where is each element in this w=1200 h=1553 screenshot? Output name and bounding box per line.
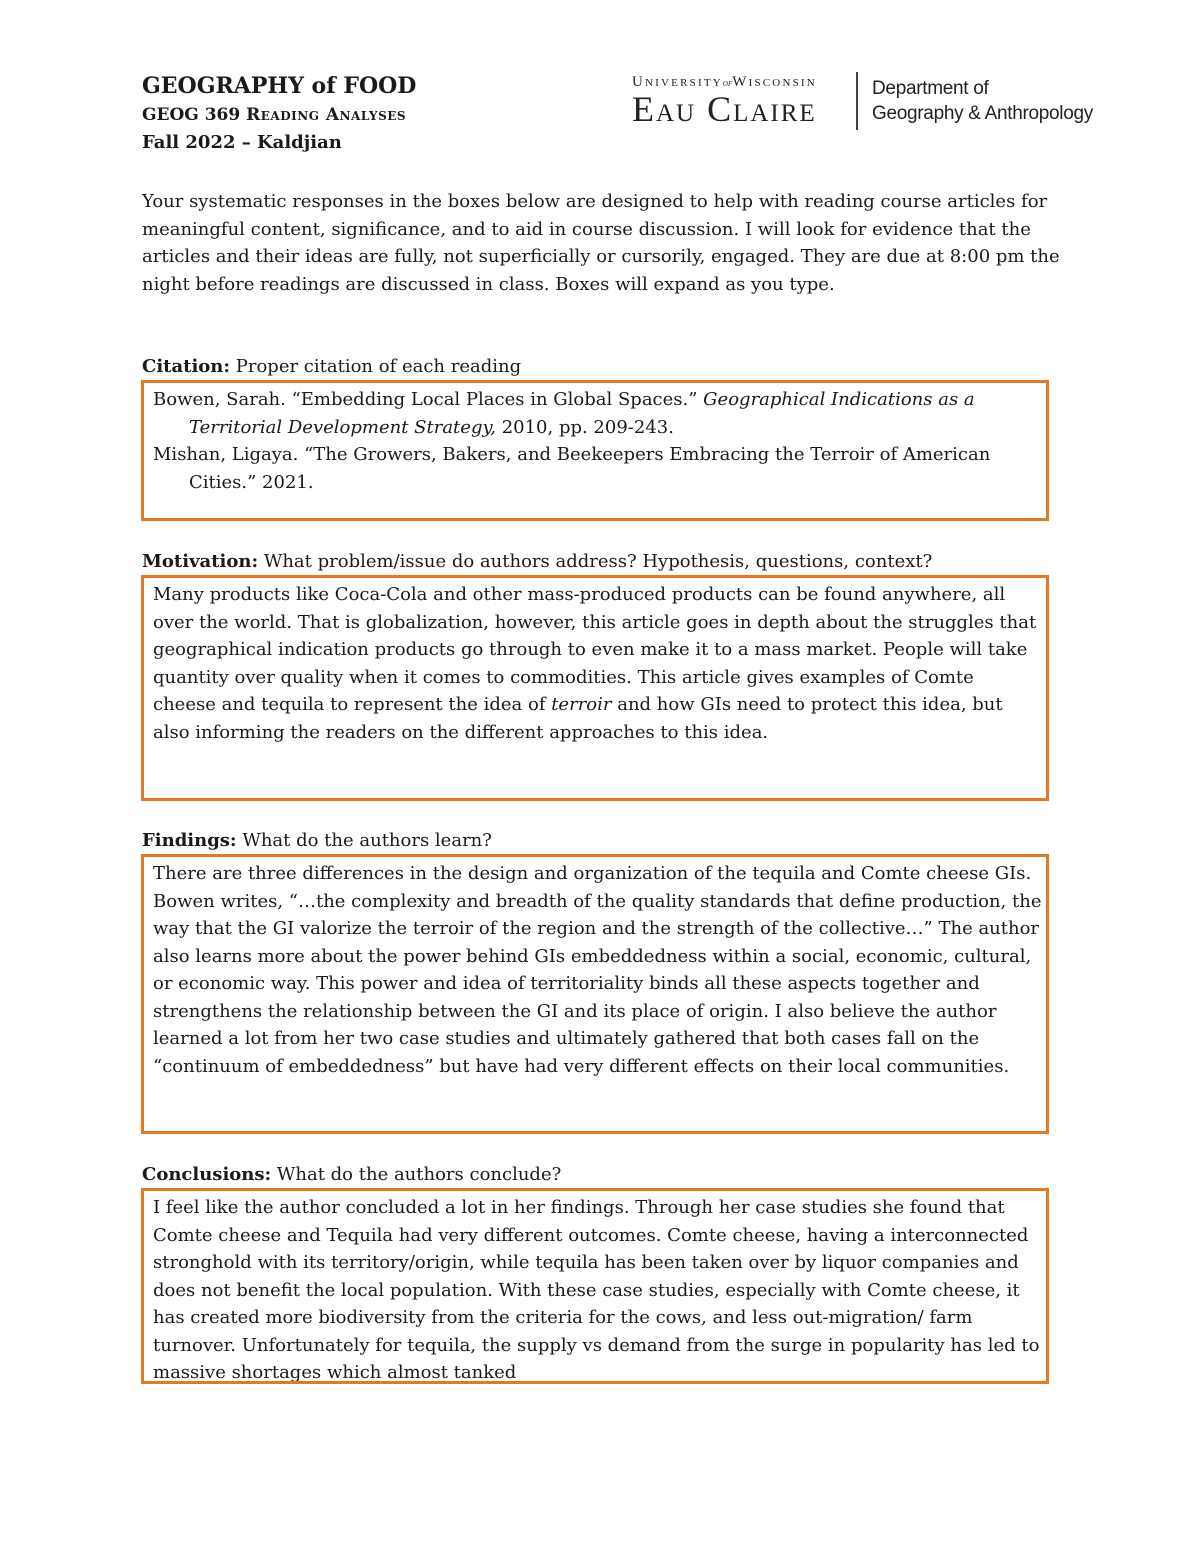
motivation-box[interactable] (141, 575, 1049, 801)
motivation-text-part-2: and how GIs need to protect this idea, but also informing the readers on the different approaches to this idea. (153, 694, 1003, 743)
conclusions-prompt: What do the authors conclude? (271, 1164, 562, 1185)
department-name (872, 76, 1093, 126)
findings-prompt: What do the authors learn? (236, 830, 492, 851)
motivation-heading (142, 549, 932, 575)
conclusions-text: I feel like the author concluded a lot in her findings. Through her case studies she found that Comte cheese and Tequila had very different outcomes. Comte cheese, having a interconnected stronghold with its territory/origin, while tequila has been taken over by liquor companies and does not benefit the local population. With these case studies, especially with Comte cheese, it has created more biodiversity from the criteria for the cows, and less out-migration/ farm turnover. Unfortunately for tequila, the supply vs demand from the surge in popularity has led to massive shortages which almost tanked (153, 1197, 1040, 1383)
citation-entry-1-title: Geographical Indications as a Territorial Development Strategy, (189, 389, 975, 438)
logo-divider (856, 72, 858, 130)
citation-entry-1-text: Bowen, Sarah. “Embedding Local Places in Global Spaces.” (153, 389, 704, 410)
course-subtitle: Reading Analyses (246, 105, 407, 125)
course-code: GEOG 369 (142, 105, 241, 125)
citation-entry-2 (153, 441, 1042, 496)
course-code-line (142, 102, 416, 128)
campus-name: Eau Claire (632, 89, 817, 129)
motivation-text-part-1: Many products like Coca-Cola and other mass-produced products can be found anywhere, all over the world. That is globalization, however, this article goes in depth about the struggles that geographical indication products go through to even make it to a mass market. People will take quantity over quality when it comes to commodities. This article gives examples of Comte cheese and tequila to represent the idea of (153, 584, 1037, 715)
document-header (142, 72, 416, 156)
term-line: Fall 2022 – Kaldjian (142, 132, 342, 153)
motivation-label: Motivation: (142, 551, 259, 572)
conclusions-label: Conclusions: (142, 1164, 272, 1185)
conclusions-heading (142, 1162, 561, 1188)
citation-prompt: Proper citation of each reading (230, 356, 522, 377)
citation-entry-2-text: Mishan, Ligaya. “The Growers, Bakers, and Beekeepers Embracing the Terroir of American Cities.” 2021. (153, 444, 991, 493)
findings-label: Findings: (142, 830, 237, 851)
findings-heading (142, 828, 492, 854)
department-line-2: Geography & Anthropology (872, 103, 1093, 124)
motivation-prompt: What problem/issue do authors address? Hypothesis, questions, context? (258, 551, 933, 572)
citation-box[interactable] (141, 380, 1049, 521)
motivation-text (153, 581, 1042, 746)
findings-box[interactable] (141, 854, 1049, 1134)
wisconsin-word: Wisconsin (732, 74, 817, 90)
university-word: University (632, 74, 723, 90)
conclusions-box[interactable] (141, 1188, 1049, 1384)
citation-heading (142, 354, 521, 380)
findings-text: There are three differences in the design and organization of the tequila and Comte cheese GIs. Bowen writes, “…the complexity and breadth of the quality standards that define production, the way that the GI valorize the terroir of the region and the strength of the collective…” The author also learns more about the power behind GIs embeddedness within a social, economic, cultural, or economic way. This power and idea of territoriality binds all these aspects together and strengthens the relationship between the GI and its place of origin. I also believe the author learned a lot from her two case studies and ultimately gathered that both cases fall on the “continuum of embeddedness” but have had very different effects on their local communities. (153, 863, 1042, 1077)
intro-paragraph: Your systematic responses in the boxes below are designed to help with reading course articles for meaningful content, significance, and to aid in course discussion. I will look for evidence that the articles and their ideas are fully, not superficially or cursorily, engaged. They are due at 8:00 pm the night before readings are discussed in class. Boxes will expand as you type. (142, 191, 1060, 295)
citation-label: Citation: (142, 356, 231, 377)
motivation-text-italic: terroir (551, 694, 612, 715)
page-title: GEOGRAPHY of FOOD (142, 73, 417, 99)
department-line-1: Department of (872, 78, 989, 99)
citation-entry-1-tail: 2010, pp. 209-243. (495, 416, 674, 438)
of-word: of (722, 78, 733, 89)
citation-entry-1 (153, 386, 1042, 441)
